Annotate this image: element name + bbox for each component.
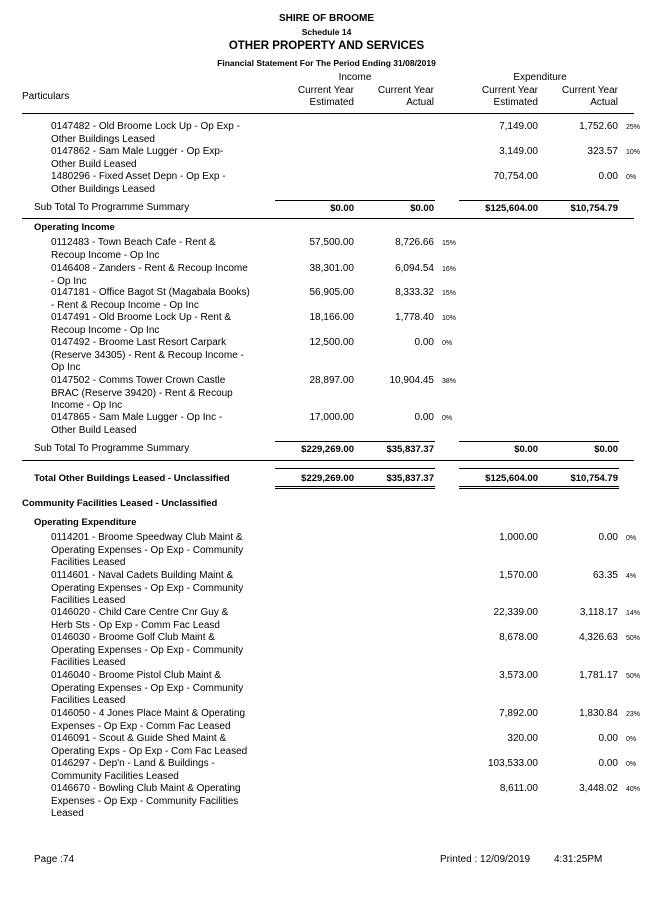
- expense-actual-value: 0.00: [598, 758, 618, 769]
- subtotal2-exp-act: $0.00: [594, 444, 618, 455]
- income-percent: 15%: [442, 240, 457, 247]
- description-line: 0146670 - Bowling Club Maint & Operating: [51, 783, 241, 794]
- expense-estimated-value: 320.00: [507, 733, 538, 744]
- subtotal1-expense-rule: [459, 200, 619, 201]
- description-line: Operating Exps - Op Exp - Com Fac Leased: [51, 745, 248, 757]
- line-item-description: [51, 287, 271, 312]
- operating-income-heading: Operating Income: [34, 222, 115, 233]
- income-actual-value: 0.00: [414, 412, 434, 423]
- description-line: 0114201 - Broome Speedway Club Maint &: [51, 532, 243, 543]
- income-actual-value: 8,333.32: [395, 287, 434, 298]
- description-line: (Reserve 34305) - Rent & Recoup Income -: [51, 349, 244, 361]
- income-actual-value: 1,778.40: [395, 312, 434, 323]
- expense-actual-value: 323.57: [587, 146, 618, 157]
- expenditure-actual-header: Current Year Actual: [561, 85, 618, 108]
- income-estimated-value: 56,905.00: [309, 287, 354, 298]
- expense-estimated-value: 3,573.00: [499, 670, 538, 681]
- income-percent: 10%: [442, 315, 457, 322]
- income-estimated-value: 17,000.00: [309, 412, 354, 423]
- line-item-description: [51, 121, 271, 146]
- description-line: 0146020 - Child Care Centre Cnr Guy &: [51, 607, 229, 618]
- description-line: 0112483 - Town Beach Cafe - Rent &: [51, 237, 216, 248]
- line-item-description: [51, 263, 271, 288]
- expense-estimated-value: 7,149.00: [499, 121, 538, 132]
- expense-percent: 0%: [626, 761, 637, 768]
- expense-percent: 50%: [626, 635, 641, 642]
- description-line: Herb Sts - Op Exp - Comm Fac Leasd: [51, 619, 220, 631]
- line-item-description: [51, 733, 271, 758]
- schedule-label: Schedule 14: [301, 27, 352, 37]
- expense-actual-value: 1,830.84: [579, 708, 618, 719]
- expense-percent: 25%: [626, 124, 641, 131]
- expense-estimated-value: 1,570.00: [499, 570, 538, 581]
- subtotal2-inc-est: $229,269.00: [301, 444, 354, 455]
- description-line: 0147492 - Broome Last Resort Carpark: [51, 337, 227, 348]
- description-line: - Rent & Recoup Income - Op Inc: [51, 299, 199, 311]
- description-line: 0146050 - 4 Jones Place Maint & Operating: [51, 708, 246, 719]
- description-line: Recoup Income - Op Inc: [51, 324, 160, 336]
- expense-estimated-value: 8,611.00: [499, 783, 538, 794]
- expense-percent: 14%: [626, 610, 641, 617]
- line-item-description: [51, 312, 271, 337]
- income-estimated-value: 57,500.00: [309, 237, 354, 248]
- total-expense-rule: [459, 468, 619, 469]
- description-line: 0147862 - Sam Male Lugger - Op Exp-: [51, 146, 224, 157]
- description-line: 0147491 - Old Broome Lock Up - Rent &: [51, 312, 232, 323]
- expense-actual-value: 1,752.60: [579, 121, 618, 132]
- description-line: - Op Inc: [51, 275, 87, 287]
- expense-actual-value: 0.00: [598, 532, 618, 543]
- subtotal2-divider: [22, 460, 634, 461]
- org-name: SHIRE OF BROOME: [278, 13, 374, 24]
- total-income-underline-2: [275, 488, 435, 489]
- expense-percent: 10%: [626, 149, 641, 156]
- report-title: OTHER PROPERTY AND SERVICES: [228, 40, 425, 52]
- description-line: BRAC (Reserve 39420) - Rent & Recoup: [51, 387, 233, 399]
- subtotal1-exp-est: $125,604.00: [485, 203, 538, 214]
- description-line: Operating Expenses - Op Exp - Community: [51, 544, 244, 556]
- description-line: 1480296 - Fixed Asset Depn - Op Exp -: [51, 171, 226, 182]
- income-actual-header: Current Year Actual: [377, 85, 434, 108]
- subtotal2-exp-est: $0.00: [514, 444, 538, 455]
- subtotal1-exp-act: $10,754.79: [570, 203, 618, 214]
- total-expense-underline-1: [459, 486, 619, 487]
- description-line: 0146297 - Dep'n - Land & Buildings -: [51, 758, 215, 769]
- description-line: 0147482 - Old Broome Lock Up - Op Exp -: [51, 121, 240, 132]
- income-percent: 38%: [442, 378, 457, 385]
- expense-actual-value: 1,781.17: [579, 670, 618, 681]
- income-actual-value: 8,726.66: [395, 237, 434, 248]
- subtotal1-inc-act: $0.00: [410, 203, 434, 214]
- subtotal2-income-rule: [275, 441, 435, 442]
- description-line: 0146040 - Broome Pistol Club Maint &: [51, 670, 222, 681]
- description-line: Facilities Leased: [51, 657, 126, 668]
- expense-actual-value: 63.35: [592, 570, 618, 581]
- expense-estimated-value: 70,754.00: [493, 171, 538, 182]
- particulars-header: Particulars: [22, 91, 70, 102]
- total-exp-act: $10,754.79: [570, 473, 618, 484]
- total-income-rule: [275, 468, 435, 469]
- income-estimated-value: 38,301.00: [309, 263, 354, 274]
- line-item-description: [51, 171, 271, 196]
- income-actual-value: 0.00: [414, 337, 434, 348]
- subtotal2-expense-rule: [459, 441, 619, 442]
- total-label: Total Other Buildings Leased - Unclassified: [34, 473, 230, 484]
- expense-percent: 50%: [626, 673, 641, 680]
- description-line: 0147865 - Sam Male Lugger - Op Inc -: [51, 412, 223, 423]
- section2-title: Community Facilities Leased - Unclassified: [22, 498, 218, 509]
- printed-date: Printed : 12/09/2019: [440, 854, 531, 865]
- subtotal1-income-rule: [275, 200, 435, 201]
- total-inc-act: $35,837.37: [386, 473, 434, 484]
- income-estimated-value: 28,897.00: [309, 375, 354, 386]
- description-line: Operating Expenses - Op Exp - Community: [51, 582, 244, 594]
- operating-expenditure-heading: Operating Expenditure: [34, 517, 137, 528]
- subtotal2-inc-act: $35,837.37: [386, 444, 434, 455]
- line-item-description: [51, 532, 271, 570]
- expense-estimated-value: 8,678.00: [499, 632, 538, 643]
- income-estimated-header: Current Year Estimated: [297, 85, 354, 108]
- description-line: Other Build Leased: [51, 424, 137, 436]
- expense-percent: 0%: [626, 174, 637, 181]
- income-percent: 0%: [442, 340, 453, 347]
- description-line: 0114601 - Naval Cadets Building Maint &: [51, 570, 234, 581]
- expense-actual-value: 4,326.63: [579, 632, 618, 643]
- description-line: 0146030 - Broome Golf Club Maint &: [51, 632, 215, 643]
- description-line: Other Buildings Leased: [51, 183, 155, 195]
- description-line: Operating Expenses - Op Exp - Community: [51, 644, 244, 656]
- income-estimated-value: 18,166.00: [309, 312, 354, 323]
- line-item-description: [51, 237, 271, 262]
- expense-actual-value: 0.00: [598, 733, 618, 744]
- expense-percent: 23%: [626, 711, 641, 718]
- description-line: Facilities Leased: [51, 557, 126, 568]
- expense-percent: 40%: [626, 786, 641, 793]
- expense-actual-value: 0.00: [598, 171, 618, 182]
- description-line: Leased: [51, 808, 84, 819]
- description-line: 0147181 - Office Bagot St (Magabala Books): [51, 287, 250, 298]
- description-line: Other Build Leased: [51, 158, 137, 170]
- expenditure-estimated-header: Current Year Estimated: [481, 85, 538, 108]
- income-actual-value: 10,904.45: [389, 375, 434, 386]
- line-item-description: [51, 570, 271, 608]
- report-subtitle: Financial Statement For The Period Ending 31/08/2019: [217, 58, 436, 68]
- subtotal1-label: Sub Total To Programme Summary: [34, 202, 190, 213]
- description-line: Op Inc: [51, 362, 81, 373]
- total-exp-est: $125,604.00: [485, 473, 538, 484]
- description-line: Recoup Income - Op Inc: [51, 249, 160, 261]
- income-percent: 16%: [442, 266, 457, 273]
- line-item-description: [51, 337, 271, 375]
- expense-estimated-value: 3,149.00: [499, 146, 538, 157]
- expense-actual-value: 3,448.02: [579, 783, 618, 794]
- subtotal2-label: Sub Total To Programme Summary: [34, 443, 190, 454]
- expense-percent: 4%: [626, 573, 637, 580]
- description-line: 0147502 - Comms Tower Crown Castle: [51, 375, 226, 386]
- description-line: Community Facilities Leased: [51, 770, 179, 782]
- total-income-underline-1: [275, 486, 435, 487]
- expense-percent: 0%: [626, 736, 637, 743]
- line-item-description: [51, 607, 271, 632]
- income-percent: 0%: [442, 415, 453, 422]
- expense-percent: 0%: [626, 535, 637, 542]
- line-item-description: [51, 708, 271, 733]
- page-number: Page :74: [34, 854, 75, 865]
- expense-estimated-value: 103,533.00: [487, 758, 538, 769]
- line-item-description: [51, 412, 271, 437]
- description-line: 0146408 - Zanders - Rent & Recoup Income: [51, 263, 248, 274]
- income-group-label: Income: [338, 72, 372, 83]
- description-line: Expenses - Op Exp - Comm Fac Leased: [51, 720, 231, 732]
- expense-estimated-value: 7,892.00: [499, 708, 538, 719]
- description-line: Income - Op Inc: [51, 400, 123, 411]
- line-item-description: [51, 146, 271, 171]
- income-actual-value: 6,094.54: [395, 263, 434, 274]
- description-line: Operating Expenses - Op Exp - Community: [51, 682, 244, 694]
- line-item-description: [51, 375, 271, 413]
- description-line: Facilities Leased: [51, 595, 126, 606]
- line-item-description: [51, 758, 271, 783]
- line-item-description: [51, 670, 271, 708]
- subtotal1-divider: [22, 218, 634, 219]
- header-divider: [22, 113, 634, 114]
- subtotal1-inc-est: $0.00: [330, 203, 354, 214]
- description-line: Expenses - Op Exp - Community Facilities: [51, 795, 239, 807]
- description-line: Other Buildings Leased: [51, 133, 155, 145]
- line-item-description: [51, 632, 271, 670]
- income-percent: 15%: [442, 290, 457, 297]
- line-item-description: [51, 783, 271, 821]
- description-line: 0146091 - Scout & Guide Shed Maint &: [51, 733, 227, 744]
- expense-estimated-value: 1,000.00: [499, 532, 538, 543]
- printed-time: 4:31:25PM: [554, 854, 603, 865]
- income-estimated-value: 12,500.00: [309, 337, 354, 348]
- expenditure-group-label: Expenditure: [513, 72, 567, 83]
- total-inc-est: $229,269.00: [301, 473, 354, 484]
- expense-estimated-value: 22,339.00: [493, 607, 538, 618]
- expense-actual-value: 3,118.17: [579, 607, 618, 618]
- total-expense-underline-2: [459, 488, 619, 489]
- description-line: Facilities Leased: [51, 695, 126, 706]
